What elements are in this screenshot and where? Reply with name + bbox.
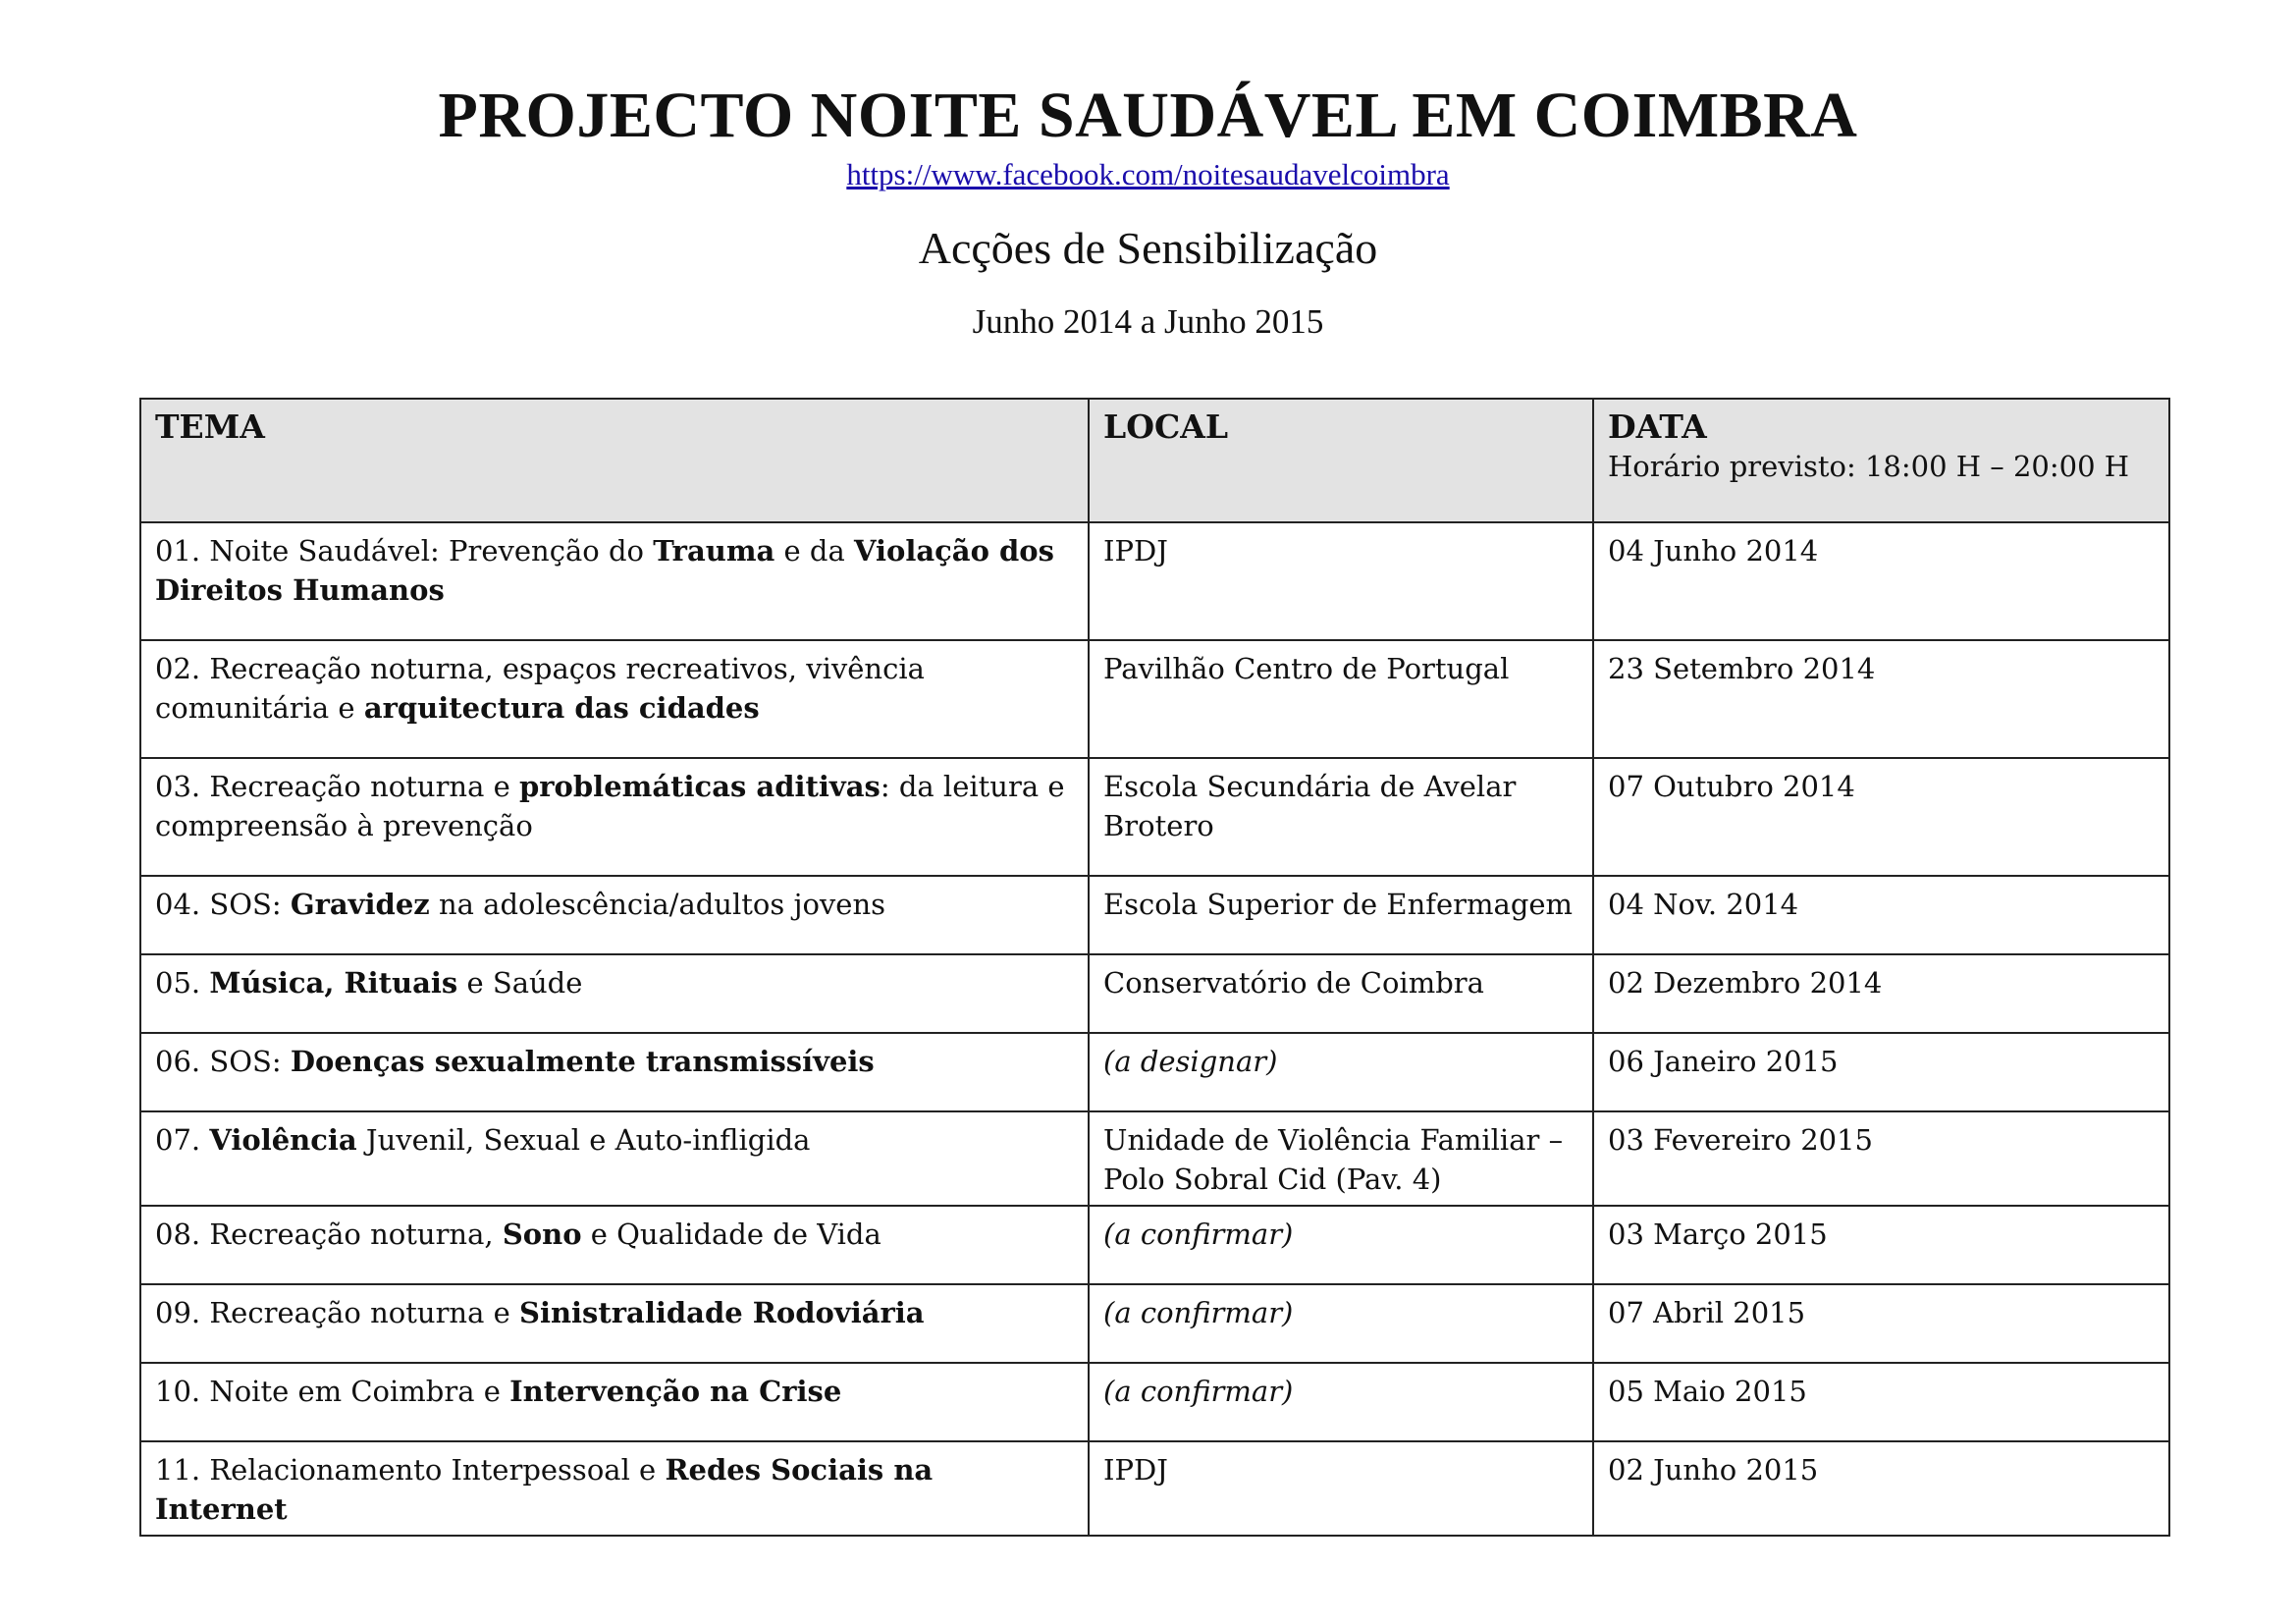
- header-tema: TEMA: [140, 399, 1089, 522]
- tema-text: e Saúde: [457, 966, 583, 1000]
- tema-text: Juvenil, Sexual e Auto-infligida: [356, 1123, 811, 1157]
- cell-data: 07 Outubro 2014: [1593, 758, 2169, 876]
- tema-bold-text: Gravidez: [290, 888, 430, 921]
- schedule-table: [139, 398, 2170, 1537]
- facebook-link-line: [0, 155, 2296, 194]
- table-row: [140, 1363, 2169, 1441]
- tema-text: 02. Recreação noturna, espaços recreativos, vivência comunitária e: [155, 652, 925, 725]
- cell-data: 04 Nov. 2014: [1593, 876, 2169, 954]
- tema-bold-text: arquitectura das cidades: [363, 691, 760, 725]
- cell-data: 23 Setembro 2014: [1593, 640, 2169, 758]
- tema-text: 08. Recreação noturna,: [155, 1217, 503, 1251]
- tema-bold-text: Sinistralidade Rodoviária: [519, 1296, 925, 1329]
- tema-text: 10. Noite em Coimbra e: [155, 1375, 510, 1408]
- cell-data: 05 Maio 2015: [1593, 1363, 2169, 1441]
- cell-local: [1089, 522, 1593, 640]
- tema-text: e Qualidade de Vida: [581, 1217, 881, 1251]
- cell-local: [1089, 1363, 1593, 1441]
- document-subtitle: Acções de Sensibilização: [918, 223, 1378, 273]
- tema-bold-text: Violência: [209, 1123, 357, 1157]
- cell-tema: [140, 758, 1089, 876]
- local-text: (a confirmar): [1103, 1375, 1294, 1408]
- cell-tema: [140, 522, 1089, 640]
- tema-bold-text: Doenças sexualmente transmissíveis: [290, 1045, 875, 1078]
- tema-text: na adolescência/adultos jovens: [429, 888, 886, 921]
- cell-local: [1089, 1284, 1593, 1363]
- header-data-note: Horário previsto: 18:00 H – 20:00 H: [1608, 450, 2130, 483]
- cell-data: 07 Abril 2015: [1593, 1284, 2169, 1363]
- table-row: [140, 1033, 2169, 1111]
- tema-text: 11. Relacionamento Interpessoal e: [155, 1453, 666, 1487]
- cell-local: [1089, 1111, 1593, 1206]
- table-row: [140, 758, 2169, 876]
- cell-data: 04 Junho 2014: [1593, 522, 2169, 640]
- cell-local: [1089, 1033, 1593, 1111]
- table-header-row: [140, 399, 2169, 522]
- tema-bold-text: Redes Sociais na Internet: [155, 1453, 934, 1526]
- tema-bold-text: Música, Rituais: [209, 966, 458, 1000]
- cell-tema: [140, 1441, 1089, 1536]
- cell-local: [1089, 640, 1593, 758]
- document-title: PROJECTO NOITE SAUDÁVEL EM COIMBRA: [438, 80, 1858, 151]
- tema-text: 06. SOS:: [155, 1045, 291, 1078]
- header-local: LOCAL: [1089, 399, 1593, 522]
- tema-text: 05.: [155, 966, 210, 1000]
- local-text: Unidade de Violência Familiar – Polo Sobral Cid (Pav. 4): [1103, 1123, 1564, 1196]
- facebook-link[interactable]: https://www.facebook.com/noitesaudavelcoimbra: [846, 157, 1450, 191]
- cell-local: [1089, 954, 1593, 1033]
- tema-text: : da leitura e compreensão à prevenção: [155, 770, 1065, 842]
- tema-text: 04. SOS:: [155, 888, 291, 921]
- cell-data: 02 Dezembro 2014: [1593, 954, 2169, 1033]
- table-row: [140, 522, 2169, 640]
- cell-tema: [140, 1206, 1089, 1284]
- local-text: Pavilhão Centro de Portugal: [1103, 652, 1510, 685]
- tema-bold-text: Trauma: [653, 534, 775, 568]
- tema-text: 07.: [155, 1123, 210, 1157]
- table-row: [140, 876, 2169, 954]
- cell-local: [1089, 758, 1593, 876]
- local-text: IPDJ: [1103, 1453, 1168, 1487]
- local-text: (a confirmar): [1103, 1296, 1294, 1329]
- table-row: [140, 954, 2169, 1033]
- tema-bold-text: Sono: [502, 1217, 582, 1251]
- tema-text: e da: [774, 534, 854, 568]
- tema-bold-text: Violação dos Direitos Humanos: [155, 534, 1054, 607]
- cell-tema: [140, 640, 1089, 758]
- tema-bold-text: Intervenção na Crise: [509, 1375, 842, 1408]
- table-row: [140, 640, 2169, 758]
- cell-data: 03 Março 2015: [1593, 1206, 2169, 1284]
- cell-tema: [140, 1284, 1089, 1363]
- tema-text: 03. Recreação noturna e: [155, 770, 519, 803]
- table-row: [140, 1284, 2169, 1363]
- table-body: [140, 522, 2169, 1536]
- local-text: Escola Superior de Enfermagem: [1103, 888, 1574, 921]
- local-text: (a designar): [1103, 1045, 1278, 1078]
- header-data: [1593, 399, 2169, 522]
- cell-tema: [140, 954, 1089, 1033]
- cell-local: [1089, 876, 1593, 954]
- local-text: IPDJ: [1103, 534, 1168, 568]
- local-text: Conservatório de Coimbra: [1103, 966, 1484, 1000]
- tema-text: 09. Recreação noturna e: [155, 1296, 519, 1329]
- cell-tema: [140, 1033, 1089, 1111]
- cell-tema: [140, 1363, 1089, 1441]
- cell-data: 02 Junho 2015: [1593, 1441, 2169, 1536]
- cell-data: 06 Janeiro 2015: [1593, 1033, 2169, 1111]
- header-data-label: DATA: [1608, 407, 1707, 446]
- cell-tema: [140, 1111, 1089, 1206]
- tema-text: 01. Noite Saudável: Prevenção do: [155, 534, 654, 568]
- cell-data: 03 Fevereiro 2015: [1593, 1111, 2169, 1206]
- cell-local: [1089, 1441, 1593, 1536]
- cell-local: [1089, 1206, 1593, 1284]
- tema-bold-text: problemáticas aditivas: [519, 770, 881, 803]
- table-row: [140, 1206, 2169, 1284]
- document-period: Junho 2014 a Junho 2015: [972, 302, 1324, 341]
- cell-tema: [140, 876, 1089, 954]
- local-text: (a confirmar): [1103, 1217, 1294, 1251]
- table-row: [140, 1441, 2169, 1536]
- table-row: [140, 1111, 2169, 1206]
- local-text: Escola Secundária de Avelar Brotero: [1103, 770, 1517, 842]
